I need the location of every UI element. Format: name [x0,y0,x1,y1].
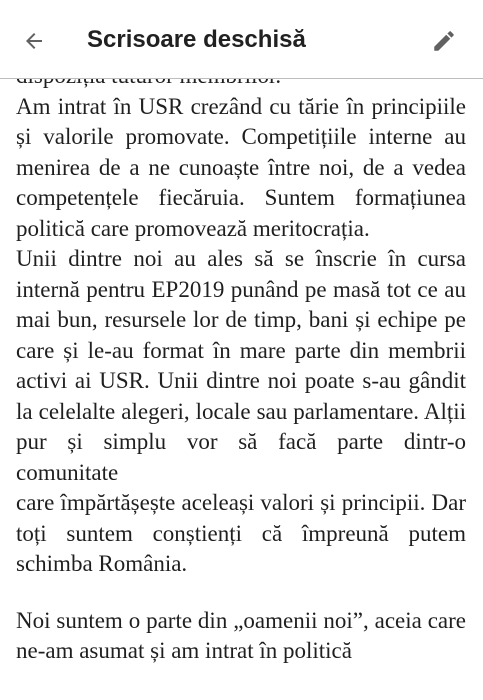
arrow-back-icon [22,29,46,53]
letter-paragraph-2 [16,244,466,488]
letter-paragraph-1: Am intrat în USR crezând cu tărie în principiile și valorile promovate. Competițiile interne au menirea de a ne cunoaște între noi, de a vedea competențele fiecăruia. Suntem formațiunea politică care promovează meritocrația. [16,93,466,241]
letter-paragraph-3: Noi suntem o parte din „oamenii noi”, aceia care ne-am asumat și am intrat în politică [16,607,466,663]
letter-paragraph-2-part-a: Unii dintre noi au ales să se înscrie în cursa internă pentru EP2019 punând pe masă tot ce au mai bun, resursele lor de timp, bani și echipe pe care și le-au format în mare parte din membrii activi ai USR. Unii dintre noi poate s-au gândit la celelalte alegeri, locale sau parlamentare. Alții pur și simplu vor să facă parte dintr-o comunitate [16,246,466,485]
edit-button[interactable] [424,21,464,61]
letter-body [16,61,466,667]
paragraph-spacer [16,580,466,606]
pencil-icon [431,28,457,54]
page-title: Scrisoare deschisă [87,26,306,53]
letter-paragraph-2-continued: care împărtășește aceleași valori și principii. Dar toți suntem conștienți că împreună putem schimba România. [16,490,466,576]
back-button[interactable] [14,21,54,61]
app-bar [0,0,483,79]
